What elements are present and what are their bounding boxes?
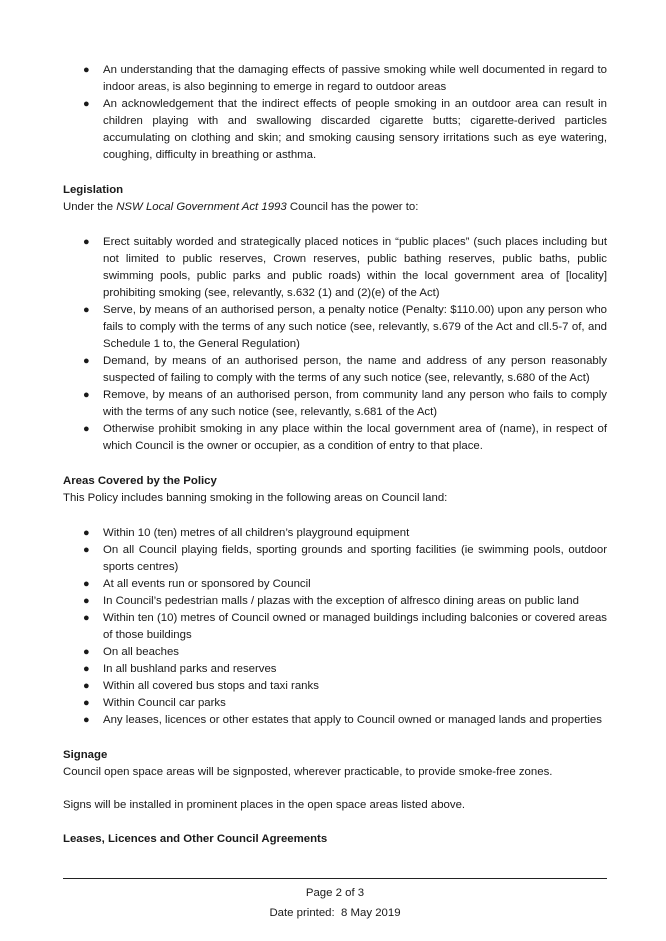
list-item-text: At all events run or sponsored by Council (103, 578, 311, 590)
list-item-text: Within Council car parks (103, 697, 226, 709)
signage-heading: Signage (63, 749, 108, 761)
list-item (63, 542, 607, 576)
list-item-text: Serve, by means of an authorised person, a penalty notice (Penalty: $110.00) upon any person who fails to comply with the terms of any such notice (see, relevantly, s.679 of the Act and cll.5-7 of, and Schedule 1 to, the General Regulation) (103, 304, 607, 350)
bullet-icon: ● (83, 578, 90, 590)
bullet-icon: ● (83, 680, 90, 692)
list-item-text: An understanding that the damaging effects of passive smoking while well documented in regard to indoor areas, is also beginning to emerge in regard to outdoor areas (103, 64, 607, 93)
list-item (63, 62, 607, 96)
list-item (63, 644, 607, 661)
list-item-text: In all bushland parks and reserves (103, 663, 277, 675)
legislation-intro: Under the NSW Local Government Act 1993 Council has the power to: (63, 201, 419, 213)
list-item-text: On all beaches (103, 646, 179, 658)
list-item-text: Any leases, licences or other estates that apply to Council owned or managed lands and properties (103, 714, 602, 726)
list-item (63, 302, 607, 353)
bullet-icon: ● (83, 304, 90, 316)
list-item (63, 421, 607, 455)
bullet-icon: ● (83, 64, 90, 76)
areas-bullet-list (63, 525, 607, 729)
list-item-text: Within all covered bus stops and taxi ranks (103, 680, 319, 692)
bullet-icon: ● (83, 236, 90, 248)
bullet-icon: ● (83, 389, 90, 401)
list-item (63, 353, 607, 387)
list-item-text: An acknowledgement that the indirect effects of people smoking in an outdoor area can result in children playing with and swallowing discarded cigarette butts; cigarette-derived particles accumulating on clothing and skin; and smoking causing sensory irritations such as eye watering, coughing, difficulty in breathing or asthma. (103, 98, 607, 161)
areas-intro: This Policy includes banning smoking in the following areas on Council land: (63, 492, 448, 504)
intro-bullet-list (63, 62, 607, 164)
bullet-icon: ● (83, 98, 90, 110)
list-item (63, 712, 607, 729)
list-item-text: Within ten (10) metres of Council owned or managed buildings including balconies or covered areas of those buildings (103, 612, 607, 641)
bullet-icon: ● (83, 527, 90, 539)
list-item (63, 96, 607, 164)
areas-heading: Areas Covered by the Policy (63, 475, 217, 487)
bullet-icon: ● (83, 714, 90, 726)
legislation-bullet-list (63, 234, 607, 455)
list-item (63, 695, 607, 712)
bullet-icon: ● (83, 544, 90, 556)
list-item-text: In Council’s pedestrian malls / plazas with the exception of alfresco dining areas on public land (103, 595, 579, 607)
footer-divider (63, 878, 607, 879)
bullet-icon: ● (83, 612, 90, 624)
list-item-text: Demand, by means of an authorised person, the name and address of any person reasonably suspected of failing to comply with the terms of any such notice (see, relevantly, s.680 of the Act) (103, 355, 607, 384)
list-item-text: Erect suitably worded and strategically placed notices in “public places” (such places including but not limited to public reserves, Crown reserves, public bathing reserves, public baths, public swimming pools, public parks and public roads) within the local government area of [locality] prohibiting smoking (see, relevantly, s.632 (1) and (2)(e) of the Act) (103, 236, 607, 299)
list-item (63, 525, 607, 542)
list-item (63, 593, 607, 610)
list-item-text: Otherwise prohibit smoking in any place within the local government area of (name), in respect of which Council is the owner or occupier, as a condition of entry to that place. (103, 423, 607, 452)
list-item (63, 387, 607, 421)
act-name: NSW Local Government Act 1993 (116, 201, 287, 213)
bullet-icon: ● (83, 423, 90, 435)
signage-paragraph-1: Council open space areas will be signposted, wherever practicable, to provide smoke-free zones. (63, 766, 553, 778)
date-label: Date printed: (269, 907, 335, 919)
footer-date-printed (63, 905, 607, 922)
list-item-text: Remove, by means of an authorised person, from community land any person who fails to comply with the terms of any such notice (see, relevantly, s.681 of the Act) (103, 389, 607, 418)
document-page (63, 62, 607, 848)
list-item (63, 576, 607, 593)
list-item (63, 234, 607, 302)
signage-paragraph-2: Signs will be installed in prominent places in the open space areas listed above. (63, 799, 466, 811)
list-item-text: On all Council playing fields, sporting grounds and sporting facilities (ie swimming pools, outdoor sports centres) (103, 544, 607, 573)
list-item (63, 661, 607, 678)
bullet-icon: ● (83, 697, 90, 709)
list-item (63, 678, 607, 695)
date-value: 8 May 2019 (341, 907, 401, 919)
footer-page-number: Page 2 of 3 (305, 887, 365, 899)
leases-heading: Leases, Licences and Other Council Agreements (63, 833, 328, 845)
list-item-text: Within 10 (ten) metres of all children’s playground equipment (103, 527, 410, 539)
legislation-heading: Legislation (63, 184, 124, 196)
bullet-icon: ● (83, 355, 90, 367)
list-item (63, 610, 607, 644)
bullet-icon: ● (83, 663, 90, 675)
bullet-icon: ● (83, 595, 90, 607)
bullet-icon: ● (83, 646, 90, 658)
